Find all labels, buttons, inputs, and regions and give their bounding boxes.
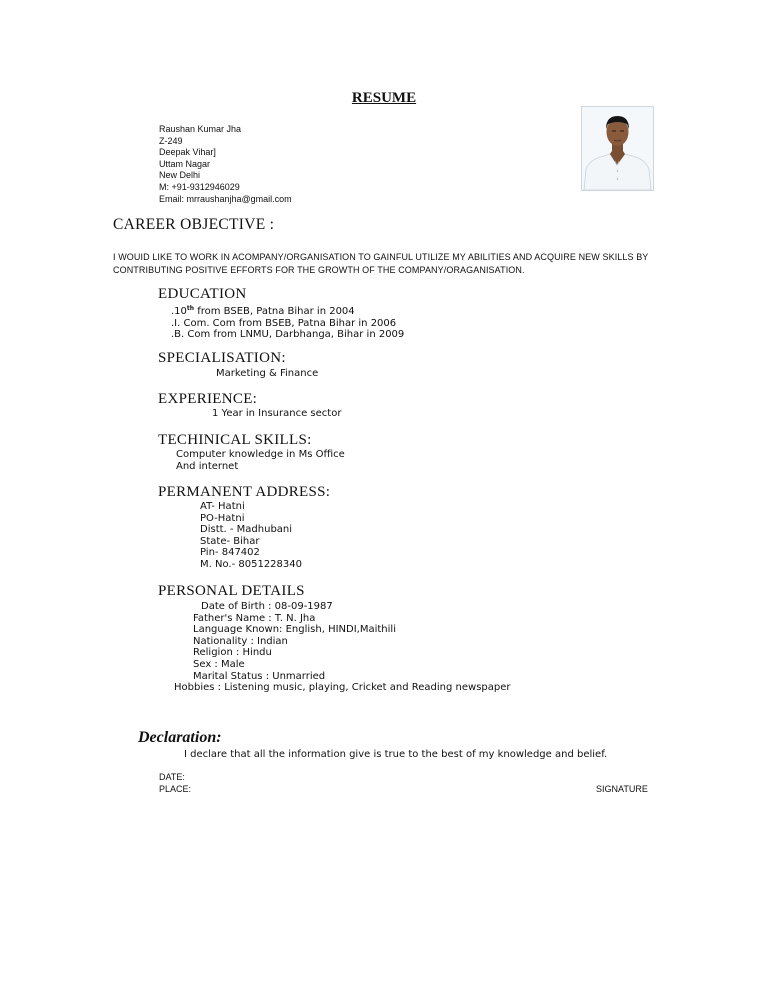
- address-item: AT- Hatni: [200, 501, 245, 512]
- date-label: DATE:: [159, 772, 185, 782]
- specialisation-heading: SPECIALISATION:: [158, 350, 286, 366]
- personal-details-list: [193, 601, 396, 682]
- signature-label: SIGNATURE: [596, 784, 648, 794]
- education-heading: EDUCATION: [158, 286, 247, 302]
- education-item: .10th from BSEB, Patna Bihar in 2004: [171, 305, 355, 317]
- skill-item: Computer knowledge in Ms Office: [176, 449, 345, 460]
- address-item: M. No.- 8051228340: [200, 558, 302, 570]
- personal-detail-item: Sex : Male: [193, 658, 245, 670]
- contact-block: [159, 124, 292, 205]
- address-item: State- Bihar: [200, 535, 260, 547]
- education-item: .I. Com. Com from BSEB, Patna Bihar in 2006: [171, 317, 397, 329]
- personal-detail-item: Marital Status : Unmarried: [193, 670, 326, 682]
- address-item: Distt. - Madhubani: [200, 524, 293, 536]
- address-item: PO-Hatni: [200, 512, 245, 524]
- applicant-name: Raushan Kumar Jha: [159, 124, 242, 134]
- personal-details-heading: PERSONAL DETAILS: [158, 583, 305, 599]
- profile-photo: [581, 106, 654, 191]
- skill-item: And internet: [176, 460, 239, 472]
- address-item: Pin- 847402: [200, 547, 260, 559]
- email-address: Email: mrraushanjha@gmail.com: [159, 193, 292, 204]
- address-line: Deepak Vihar]: [159, 147, 216, 158]
- education-list: [171, 303, 404, 341]
- personal-detail-item: Father's Name : T. N. Jha: [193, 612, 316, 624]
- career-objective-text: I WOUID LIKE TO WORK IN ACOMPANY/ORGANISATION TO GAINFUL UTILIZE MY ABILITIES AND ACQUIRE NEW SKILLS BY CONTRIBUTING POSITIVE EFFORTS FOR THE GROWTH OF THE COMPANY/ORAGANISATION.: [113, 252, 649, 275]
- declaration-heading: Declaration:: [138, 729, 222, 746]
- experience-heading: EXPERIENCE:: [158, 391, 258, 407]
- permanent-address-heading: PERMANENT ADDRESS:: [158, 484, 331, 500]
- declaration-text: I declare that all the information give is true to the best of my knowledge and belief.: [184, 749, 608, 760]
- address-line: Uttam Nagar: [159, 158, 211, 169]
- resume-title: RESUME: [351, 90, 417, 106]
- personal-detail-item: Language Known: English, HINDI,Maithili: [193, 624, 396, 636]
- personal-detail-item: Religion : Hindu: [193, 647, 272, 659]
- address-line: Z-249: [159, 135, 183, 146]
- technical-skills-heading: TECHINICAL SKILLS:: [158, 432, 312, 448]
- place-label: PLACE:: [159, 784, 192, 794]
- hobbies-text: Hobbies : Listening music, playing, Cricket and Reading newspaper: [174, 682, 511, 693]
- personal-detail-item: Date of Birth : 08-09-1987: [201, 601, 333, 612]
- experience-text: 1 Year in Insurance sector: [212, 408, 342, 419]
- specialisation-text: Marketing & Finance: [216, 368, 319, 379]
- mobile-number: M: +91-9312946029: [159, 181, 240, 192]
- technical-skills-list: [176, 449, 345, 472]
- personal-detail-item: Nationality : Indian: [193, 635, 288, 647]
- permanent-address-list: [200, 501, 302, 571]
- education-item: .B. Com from LNMU, Darbhanga, Bihar in 2009: [171, 329, 405, 341]
- career-objective-heading: CAREER OBJECTIVE :: [113, 216, 275, 233]
- address-line: New Delhi: [159, 170, 201, 181]
